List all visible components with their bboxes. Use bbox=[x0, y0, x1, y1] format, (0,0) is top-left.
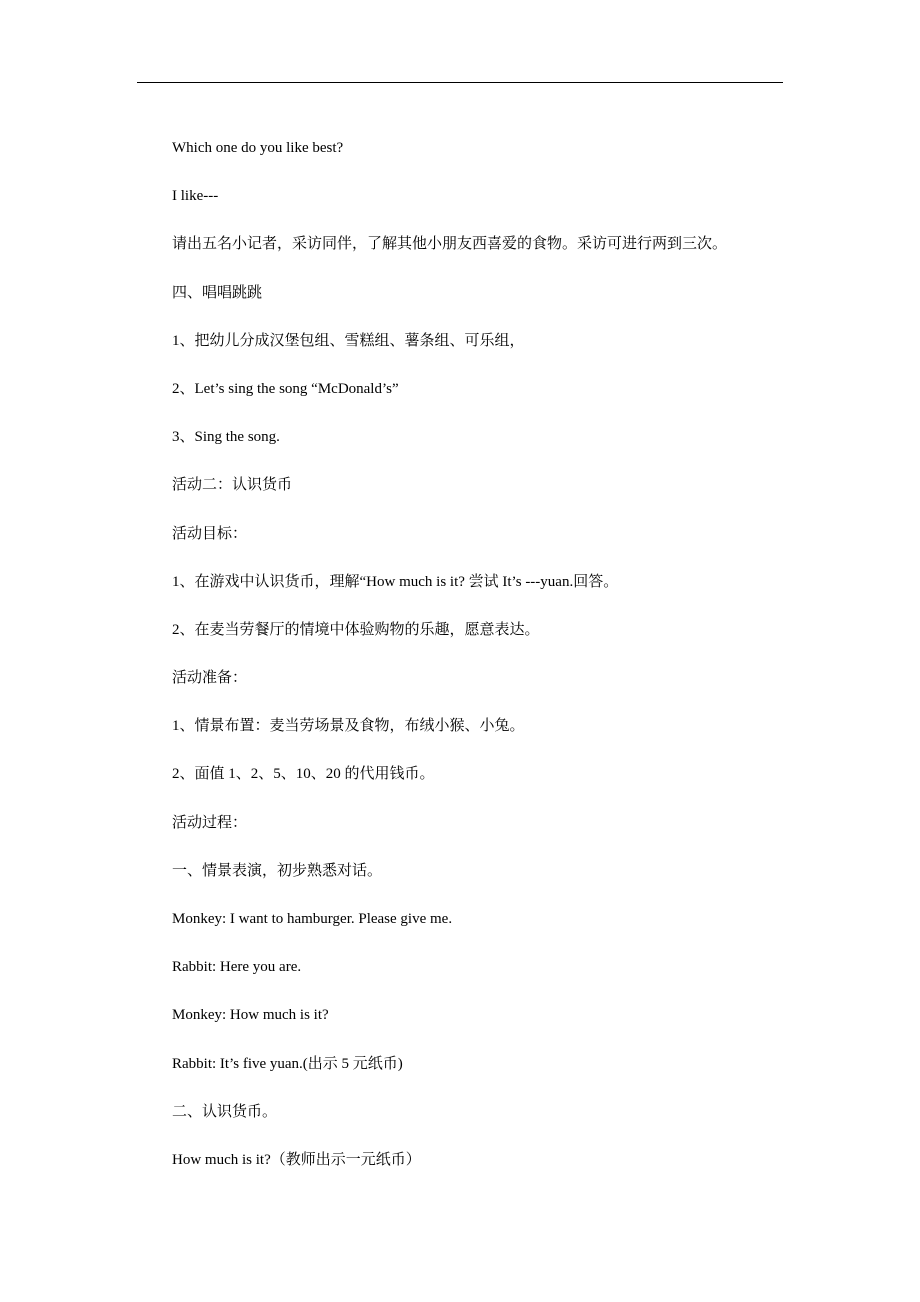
header-rule bbox=[137, 82, 783, 83]
text-line: 1、把幼儿分成汉堡包组、雪糕组、薯条组、可乐组， bbox=[172, 332, 525, 349]
text-line: 二、认识货币。 bbox=[172, 1103, 278, 1120]
text-line: 四、唱唱跳跳 bbox=[172, 284, 263, 301]
text-line: 活动目标： bbox=[172, 525, 248, 542]
text-line: 2、Let’s sing the song “McDonald’s” bbox=[172, 380, 399, 397]
text-line: Rabbit: Here you are. bbox=[172, 959, 302, 976]
text-line: 1、在游戏中认识货币，理解“How much is it? 尝试 It’s ---yuan.回答。 bbox=[172, 573, 619, 590]
text-line: 活动过程： bbox=[172, 814, 248, 831]
text-line: How much is it?（教师出示一元纸币） bbox=[172, 1151, 421, 1168]
text-line: Which one do you like best? bbox=[172, 140, 344, 156]
text-line: Monkey: How much is it? bbox=[172, 1007, 329, 1024]
text-line: I like--- bbox=[172, 188, 219, 205]
text-line: 活动二：认识货币 bbox=[172, 477, 293, 494]
text-line: 2、在麦当劳餐厅的情境中体验购物的乐趣，愿意表达。 bbox=[172, 621, 540, 638]
text-line: 请出五名小记者，采访同伴，了解其他小朋友西喜爱的食物。采访可进行两到三次。 bbox=[172, 236, 728, 253]
text-line: 一、情景表演，初步熟悉对话。 bbox=[172, 862, 383, 879]
text-line: Rabbit: It’s five yuan.(出示 5 元纸币) bbox=[172, 1055, 403, 1072]
text-line: 1、情景布置：麦当劳场景及食物，布绒小猴、小兔。 bbox=[172, 718, 525, 735]
text-line: 活动准备： bbox=[172, 670, 248, 687]
text-line: Monkey: I want to hamburger. Please give me. bbox=[172, 911, 453, 927]
document-body bbox=[172, 138, 727, 1198]
text-line: 2、面值 1、2、5、10、20 的代用钱币。 bbox=[172, 766, 435, 783]
text-line: 3、Sing the song. bbox=[172, 429, 280, 446]
